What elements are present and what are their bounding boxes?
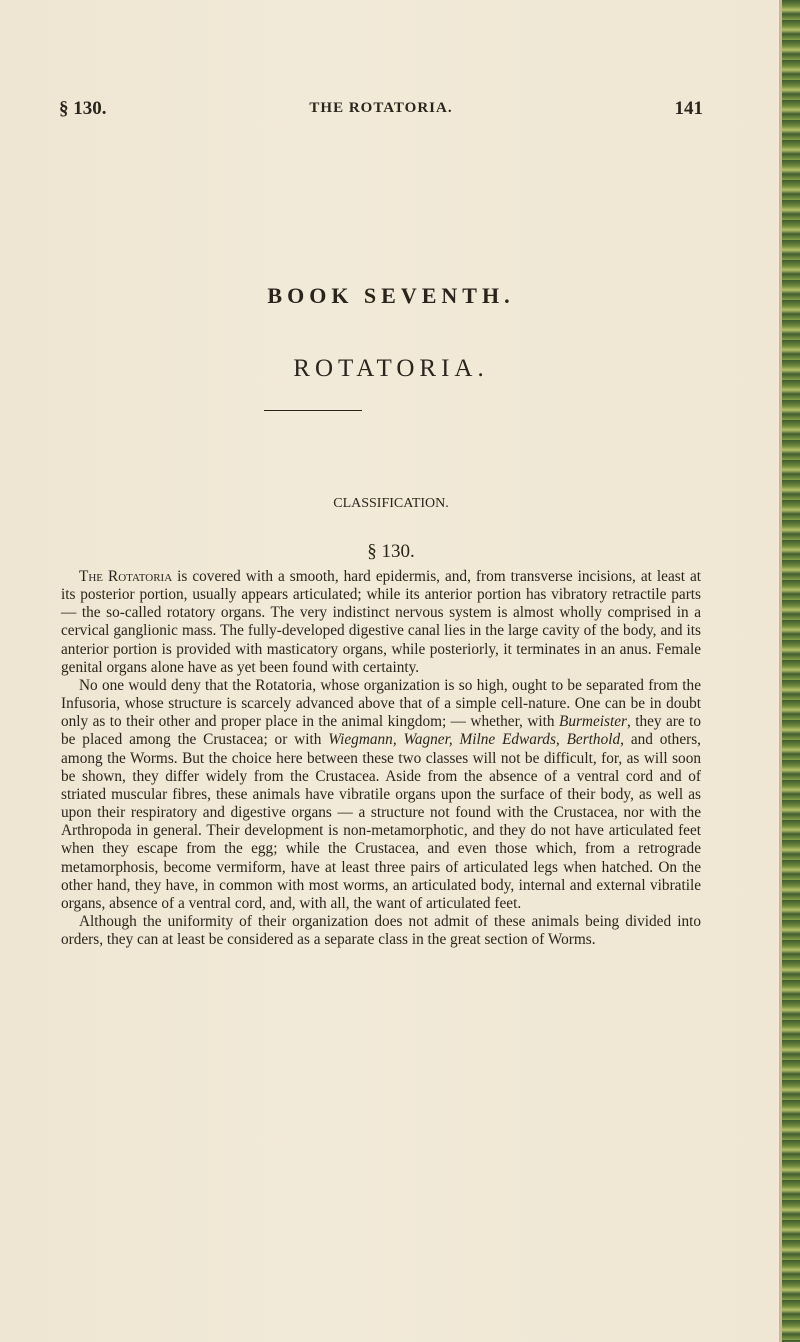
- running-head: [59, 98, 703, 126]
- paragraph-1-lead: The: [79, 568, 104, 585]
- running-head-section: § 130.: [59, 98, 107, 119]
- paragraph-3: Although the uniformity of their organization does not admit of these animals being divided into orders, they can at least be considered as a separate class in the great section of Worms.: [61, 912, 701, 949]
- title-divider: [264, 410, 362, 411]
- paragraph-2-text-b: , they are to be placed among the Crustacea; or with: [61, 713, 701, 749]
- body-text: [61, 568, 701, 949]
- paragraph-2: [61, 677, 701, 913]
- section-heading: § 130.: [367, 541, 415, 562]
- paragraph-1: [61, 568, 701, 677]
- classification-heading: CLASSIFICATION.: [333, 496, 449, 511]
- book-binding: [782, 0, 800, 1342]
- subject-title: ROTATORIA.: [293, 355, 489, 382]
- paragraph-2-names: Wiegmann, Wagner, Milne Edwards, Berthold: [328, 731, 621, 749]
- running-head-title: THE ROTATORIA.: [309, 100, 453, 116]
- page-number: 141: [674, 98, 703, 119]
- paragraph-2-text-c: , and others, among the Worms. But the choice here between these two classes will not be difficult, for, as will soon be shown, they differ widely from the Crustacea. Aside from the absence of a ventral cord and of striated muscular fibres, these animals have vibratile organs upon the surface of their body, as well as upon their respiratory and digestive organs — a structure not found with the Crustacea, nor with the Arthropoda in general. Their development is non-metamorphotic, and they do not have articulated feet when they escape from the egg; while the Crustacea, and even those which, from a retrograde metamorphosis, become vermiform, have at least three pairs of articulated legs when hatched. On the other hand, they have, in common with most worms, an articulated body, internal and external vibratile organs, absence of a ventral cord, and, with all, the want of articulated feet.: [61, 731, 701, 912]
- paragraph-1-subject: Rotatoria: [108, 568, 173, 585]
- book-title: BOOK SEVENTH.: [267, 283, 515, 308]
- paragraph-2-text-a: No one would deny that the Rotatoria, whose organization is so high, ought to be separated from the Infusoria, whose structure is scarcely advanced above that of a simple cell-nature. One can be in doubt only as to their other and proper place in the animal kingdom; — whether, with: [61, 676, 701, 731]
- paragraph-1-text: is covered with a smooth, hard epidermis, and, from transverse incisions, at least at its posterior portion, usually appears articulated; while its anterior portion has vibratory retractile parts — the so-called rotatory organs. The very indistinct nervous system is almost wholly comprised in a cervical ganglionic mass. The fully-developed digestive canal lies in the large cavity of the body, and its anterior portion is provided with masticatory organs, while posteriorly, it terminates in an anus. Female genital organs alone have as yet been found with certainty.: [61, 568, 702, 676]
- paragraph-2-name-burmeister: Burmeister: [558, 713, 627, 731]
